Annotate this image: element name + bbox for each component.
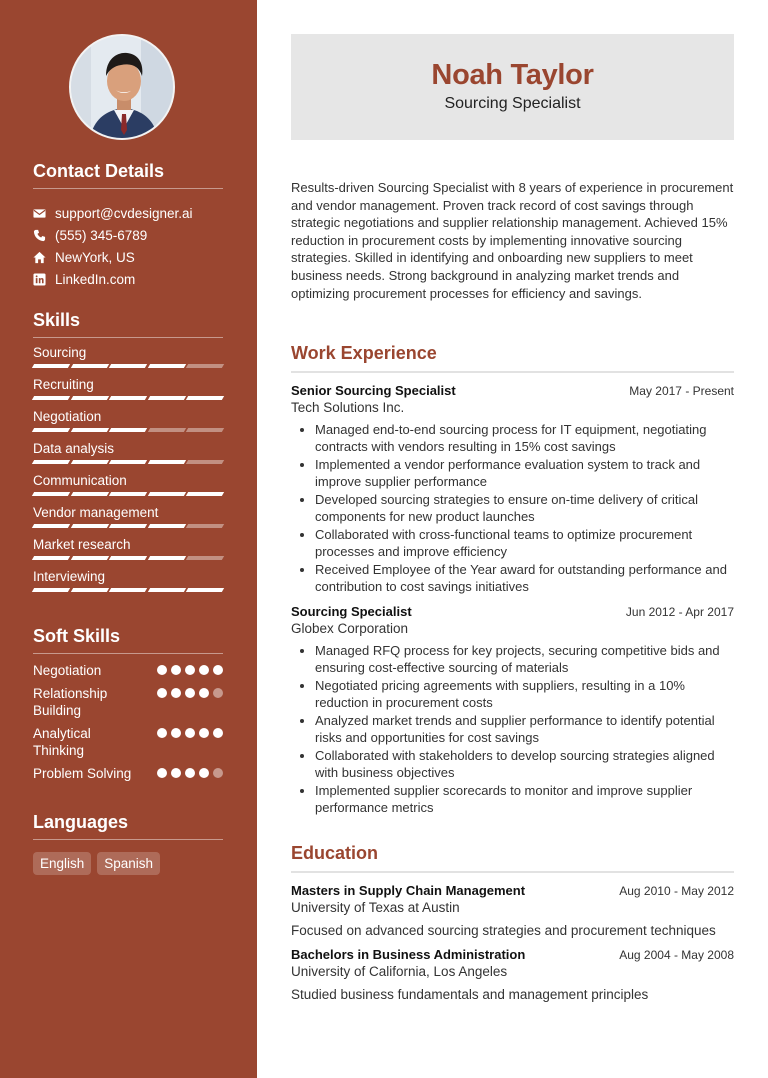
skill-item bbox=[33, 498, 223, 530]
skill-level-segment bbox=[109, 588, 147, 592]
skill-item bbox=[33, 434, 223, 466]
person-title: Sourcing Specialist bbox=[444, 95, 581, 112]
skill-level-segment bbox=[70, 428, 108, 432]
contact-email-text: support@cvdesigner.ai bbox=[55, 205, 193, 221]
job-title: Senior Sourcing Specialist bbox=[291, 383, 456, 398]
job-bullet: • Analyzed market trends and supplier performance to identify potential risks and opportunities for cost savings bbox=[315, 712, 734, 747]
education-dates: Aug 2004 - May 2008 bbox=[619, 948, 734, 962]
rating-dot bbox=[185, 728, 195, 738]
rating-dot bbox=[185, 665, 195, 675]
rating-dot bbox=[157, 688, 167, 698]
skill-name: Data analysis bbox=[33, 441, 115, 456]
contact-phone[interactable] bbox=[33, 224, 223, 246]
education-header bbox=[291, 883, 734, 898]
skill-level-segment bbox=[32, 556, 70, 560]
rating-dot bbox=[199, 728, 209, 738]
job-title: Sourcing Specialist bbox=[291, 603, 412, 619]
contact-email[interactable] bbox=[33, 202, 223, 224]
person-name: Noah Taylor bbox=[431, 59, 594, 91]
skill-level-segment bbox=[109, 396, 147, 400]
rating-dot bbox=[185, 768, 195, 778]
rating-dot bbox=[185, 688, 195, 698]
rating-dot bbox=[199, 768, 209, 778]
rating-dot bbox=[213, 768, 223, 778]
skill-name: Interviewing bbox=[33, 569, 106, 584]
job-bullet: • Managed end-to-end sourcing process for IT equipment, negotiating contracts with vendors resulting in 15% cost savings bbox=[315, 421, 734, 456]
education-entry bbox=[291, 883, 734, 940]
job-bullet: • Developed sourcing strategies to ensure on-time delivery of critical components for new product launches bbox=[315, 491, 734, 526]
skill-level-segment bbox=[70, 396, 108, 400]
skill-level-segment bbox=[32, 364, 70, 368]
contact-location bbox=[33, 246, 223, 268]
soft-skill-rating bbox=[157, 765, 223, 778]
skill-level-segment bbox=[148, 460, 186, 464]
skill-level-segment bbox=[70, 460, 108, 464]
job-dates: Jun 2012 - Apr 2017 bbox=[625, 604, 734, 619]
skill-level-segment bbox=[186, 428, 224, 432]
skills-section bbox=[33, 309, 223, 594]
skill-level-segment bbox=[70, 588, 108, 592]
skill-level-segment bbox=[148, 428, 186, 432]
skill-level-segment bbox=[32, 396, 70, 400]
soft-skill-rating bbox=[157, 662, 223, 675]
summary-text: Results-driven Sourcing Specialist with 8 years of experience in procurement and vendor management. Proven track record of cost savings through strategic negotiations and supplier relationship management. Achieved 15% reduction in procurement costs by implementing innovative sourcing strategies. Skilled in identifying and onboarding new suppliers to meet business needs. Strong background in analyzing market trends and optimizing procurement processes for efficiency and savings. bbox=[291, 180, 734, 301]
skill-level-segment bbox=[32, 492, 70, 496]
contact-linkedin[interactable] bbox=[33, 268, 223, 290]
skill-level-segment bbox=[109, 428, 147, 432]
skill-level-bar bbox=[33, 588, 223, 592]
skills-heading: Skills bbox=[33, 309, 223, 338]
skill-level-bar bbox=[33, 364, 223, 368]
education-header bbox=[291, 947, 734, 962]
skill-level-segment bbox=[70, 524, 108, 528]
job-header bbox=[291, 604, 734, 619]
skill-level-bar bbox=[33, 460, 223, 464]
skill-name: Negotiation bbox=[33, 409, 102, 424]
skill-level-segment bbox=[32, 588, 70, 592]
soft-skill-rating bbox=[157, 685, 223, 698]
education-list bbox=[291, 883, 734, 1004]
skill-name: Sourcing bbox=[33, 345, 87, 360]
experience-heading: Work Experience bbox=[291, 342, 734, 373]
rating-dot bbox=[171, 665, 181, 675]
skill-level-segment bbox=[148, 556, 186, 560]
education-dates: Aug 2010 - May 2012 bbox=[619, 884, 734, 898]
job-company: Tech Solutions Inc. bbox=[291, 400, 405, 415]
skill-level-segment bbox=[32, 428, 70, 432]
skill-item bbox=[33, 402, 223, 434]
skill-name: Recruiting bbox=[33, 377, 94, 392]
skill-item bbox=[33, 338, 223, 370]
rating-dot bbox=[213, 665, 223, 675]
languages-section bbox=[33, 811, 223, 875]
job-bullet: • Received Employee of the Year award for outstanding performance and contribution to cost savings initiatives bbox=[315, 561, 734, 596]
skill-item bbox=[33, 562, 223, 594]
soft-skills-section bbox=[33, 625, 223, 782]
education-section bbox=[291, 842, 734, 1004]
skill-level-segment bbox=[109, 460, 147, 464]
skill-level-segment bbox=[186, 588, 224, 592]
skill-level-segment bbox=[148, 364, 186, 368]
skill-level-segment bbox=[70, 492, 108, 496]
home-icon bbox=[33, 251, 46, 264]
skill-level-segment bbox=[186, 524, 224, 528]
skill-level-segment bbox=[109, 524, 147, 528]
phone-icon bbox=[33, 229, 46, 242]
job-bullet: • Negotiated pricing agreements with suppliers, resulting in a 10% reduction in procurement costs bbox=[315, 677, 734, 712]
job-bullet: • Collaborated with stakeholders to develop sourcing strategies aligned with business objectives bbox=[315, 747, 734, 782]
education-degree: Bachelors in Business Administration bbox=[291, 947, 526, 962]
job-bullets bbox=[291, 421, 734, 596]
contact-phone-text: (555) 345-6789 bbox=[55, 227, 148, 243]
skill-level-segment bbox=[186, 492, 224, 496]
skill-level-segment bbox=[186, 556, 224, 560]
skill-level-segment bbox=[109, 492, 147, 496]
skill-level-segment bbox=[148, 396, 186, 400]
rating-dot bbox=[213, 688, 223, 698]
language-tag: English bbox=[33, 852, 91, 875]
job-company: Globex Corporation bbox=[291, 620, 409, 636]
soft-skills-list bbox=[33, 662, 223, 782]
contact-heading: Contact Details bbox=[33, 160, 223, 189]
skill-level-segment bbox=[109, 556, 147, 560]
job-bullet: • Managed RFQ process for key projects, securing competitive bids and ensuring cost-effective sourcing of materials bbox=[315, 642, 734, 677]
job-entry bbox=[291, 383, 734, 596]
skill-level-bar bbox=[33, 428, 223, 432]
education-description: Focused on advanced sourcing strategies and procurement techniques bbox=[291, 923, 716, 938]
skill-item bbox=[33, 530, 223, 562]
skill-level-segment bbox=[32, 524, 70, 528]
rating-dot bbox=[171, 768, 181, 778]
job-header bbox=[291, 383, 734, 398]
jobs-list bbox=[291, 383, 734, 817]
job-dates: May 2017 - Present bbox=[629, 384, 734, 398]
soft-skill-item bbox=[33, 765, 223, 782]
skills-list bbox=[33, 338, 223, 594]
skill-item bbox=[33, 466, 223, 498]
skill-level-bar bbox=[33, 396, 223, 400]
skill-name: Vendor management bbox=[33, 505, 159, 520]
email-icon bbox=[33, 207, 46, 220]
rating-dot bbox=[157, 768, 167, 778]
skill-level-segment bbox=[186, 364, 224, 368]
contact-linkedin-text: LinkedIn.com bbox=[55, 271, 136, 287]
avatar bbox=[69, 34, 175, 140]
soft-skill-item bbox=[33, 685, 223, 719]
language-tag: Spanish bbox=[97, 852, 160, 875]
skill-level-segment bbox=[109, 364, 147, 368]
skill-name: Market research bbox=[33, 537, 131, 552]
skill-level-segment bbox=[70, 364, 108, 368]
job-bullets bbox=[291, 642, 734, 817]
skill-name: Communication bbox=[33, 473, 127, 488]
soft-skill-name: Analytical Thinking bbox=[33, 726, 91, 758]
job-bullet: • Implemented supplier scorecards to monitor and improve supplier performance metrics bbox=[315, 782, 734, 817]
name-header bbox=[291, 34, 734, 140]
language-tags bbox=[33, 852, 223, 875]
skill-level-segment bbox=[148, 492, 186, 496]
skill-level-segment bbox=[32, 460, 70, 464]
education-school: University of Texas at Austin bbox=[291, 900, 460, 915]
skill-level-segment bbox=[148, 524, 186, 528]
soft-skill-name: Relationship Building bbox=[33, 686, 108, 718]
skill-level-bar bbox=[33, 492, 223, 496]
education-degree: Masters in Supply Chain Management bbox=[291, 883, 526, 898]
rating-dot bbox=[213, 728, 223, 738]
job-entry bbox=[291, 604, 734, 817]
education-heading: Education bbox=[291, 842, 734, 873]
languages-heading: Languages bbox=[33, 811, 223, 840]
contact-section bbox=[33, 160, 223, 290]
rating-dot bbox=[171, 728, 181, 738]
soft-skill-name: Problem Solving bbox=[33, 766, 132, 781]
rating-dot bbox=[157, 728, 167, 738]
soft-skill-name: Negotiation bbox=[33, 663, 102, 678]
skill-level-segment bbox=[148, 588, 186, 592]
rating-dot bbox=[199, 688, 209, 698]
skill-level-segment bbox=[186, 396, 224, 400]
skill-level-segment bbox=[70, 556, 108, 560]
soft-skill-item bbox=[33, 725, 223, 759]
job-bullet: • Implemented a vendor performance evaluation system to track and improve supplier performance bbox=[315, 456, 734, 491]
sidebar bbox=[0, 0, 257, 1078]
education-school: University of California, Los Angeles bbox=[291, 964, 508, 979]
rating-dot bbox=[199, 665, 209, 675]
soft-skills-heading: Soft Skills bbox=[33, 625, 223, 654]
education-entry bbox=[291, 947, 734, 1004]
soft-skill-item bbox=[33, 662, 223, 679]
contact-location-text: NewYork, US bbox=[55, 249, 135, 265]
profile-photo bbox=[71, 36, 175, 140]
job-bullet: • Collaborated with cross-functional teams to optimize procurement processes and improve efficiency bbox=[315, 526, 734, 561]
soft-skill-rating bbox=[157, 725, 223, 738]
skill-level-bar bbox=[33, 556, 223, 560]
rating-dot bbox=[171, 688, 181, 698]
rating-dot bbox=[157, 665, 167, 675]
skill-item bbox=[33, 370, 223, 402]
skill-level-bar bbox=[33, 524, 223, 528]
education-description: Studied business fundamentals and management principles bbox=[291, 987, 649, 1002]
experience-section bbox=[291, 342, 734, 817]
skill-level-segment bbox=[186, 460, 224, 464]
linkedin-icon bbox=[33, 273, 46, 286]
